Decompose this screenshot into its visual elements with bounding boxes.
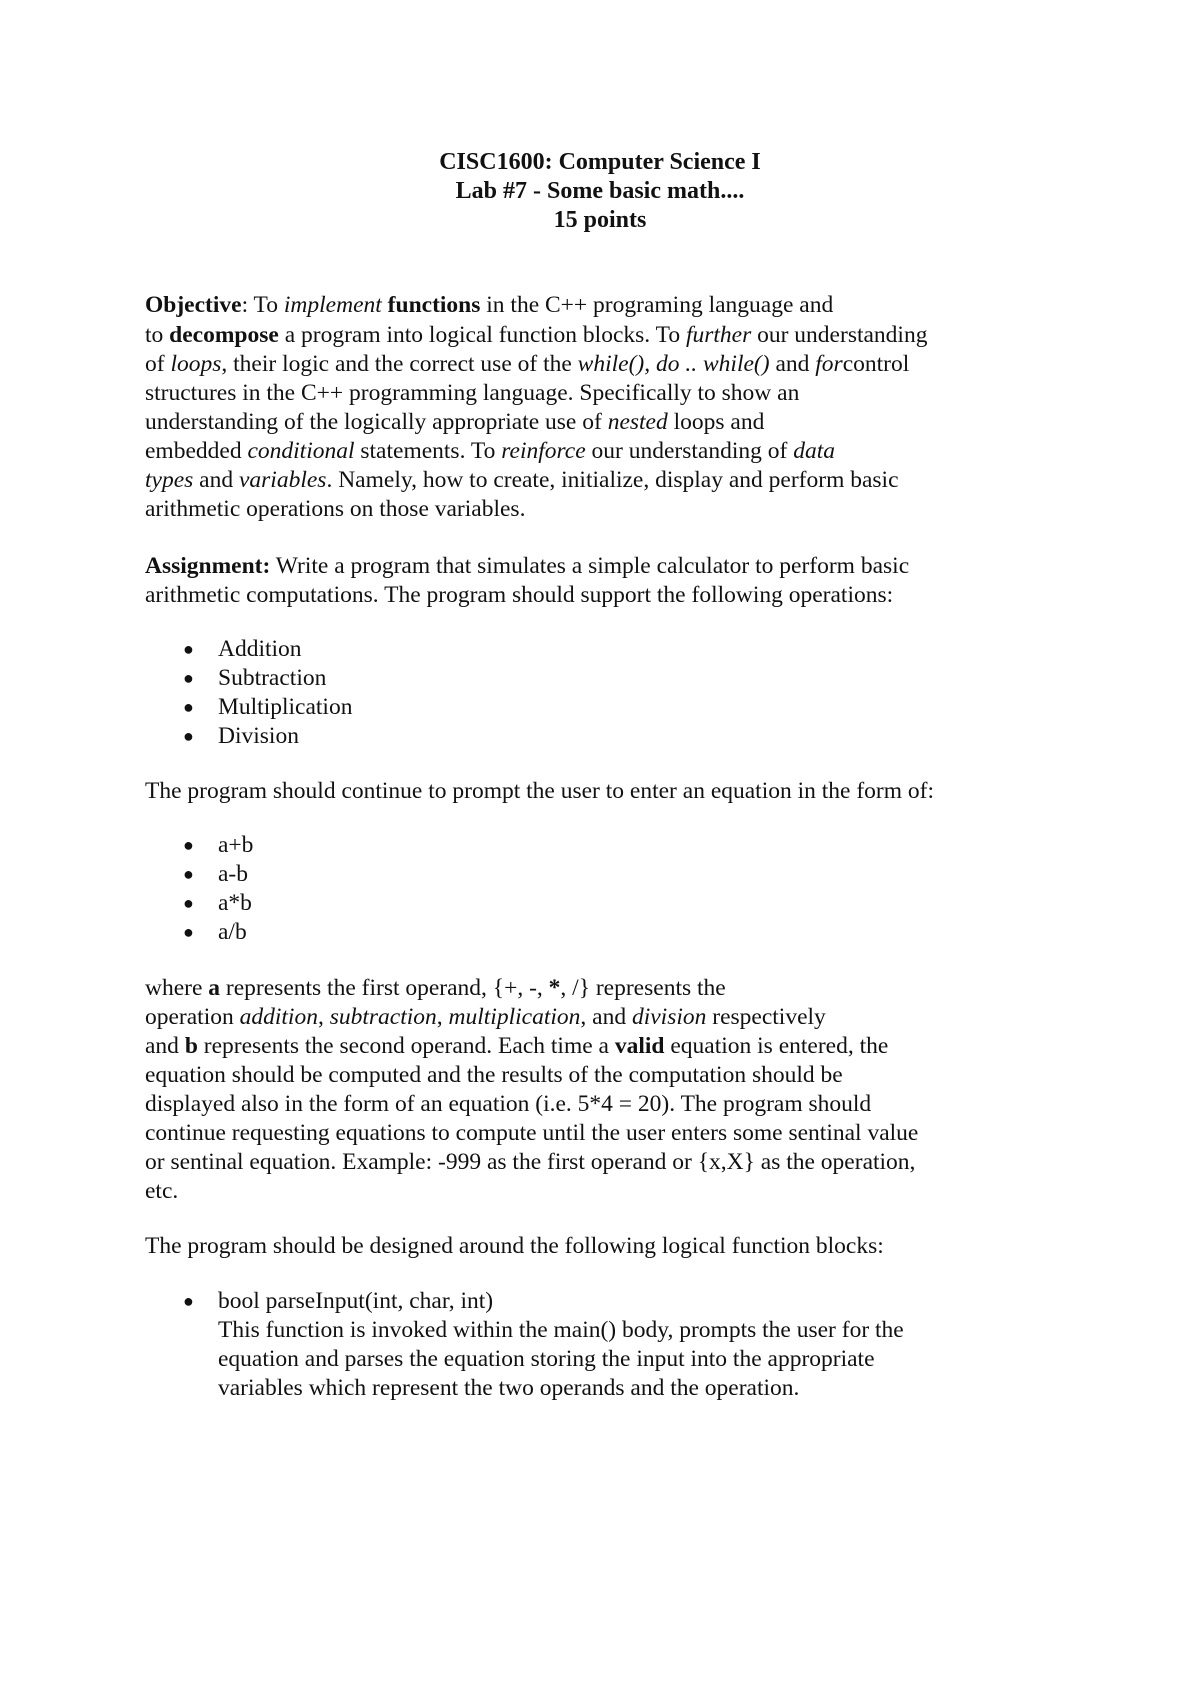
assignment-line-2: arithmetic computations. The program should support the following operations:: [145, 582, 894, 608]
where-line-8: etc.: [145, 1178, 179, 1204]
bullet-icon: ●: [183, 726, 194, 746]
assignment-label: Assignment:: [145, 553, 271, 579]
objective-line-8: arithmetic operations on those variables.: [145, 496, 526, 522]
function-description-line-2: equation and parses the equation storing the input into the appropriate: [218, 1346, 875, 1372]
objective-line-6: embedded conditional statements. To reinforce our understanding of data: [145, 438, 835, 464]
objective-line-2: to decompose a program into logical function blocks. To further our understanding: [145, 322, 928, 348]
bullet-icon: ●: [183, 1291, 194, 1311]
function-signature: bool parseInput(int, char, int): [218, 1288, 494, 1314]
where-line-2: operation addition, subtraction, multiplication, and division respectively: [145, 1004, 826, 1030]
list-item: Addition: [218, 636, 302, 662]
lab-title: Lab #7 - Some basic math....: [455, 178, 745, 204]
objective-line-1: Objective: To implement functions in the C++ programing language and: [145, 292, 834, 318]
course-title: CISC1600: Computer Science I: [439, 149, 761, 175]
where-line-4: equation should be computed and the results of the computation should be: [145, 1062, 843, 1088]
list-item: Division: [218, 723, 299, 749]
bullet-icon: ●: [183, 835, 194, 855]
objective-line-7: types and variables. Namely, how to create, initialize, display and perform basic: [145, 467, 899, 493]
list-item: a-b: [218, 861, 249, 887]
bullet-icon: ●: [183, 922, 194, 942]
where-line-6: continue requesting equations to compute until the user enters some sentinal value: [145, 1120, 919, 1146]
function-description-line-3: variables which represent the two operands and the operation.: [218, 1375, 800, 1401]
objective-line-4: structures in the C++ programming language. Specifically to show an: [145, 380, 800, 406]
list-item: Subtraction: [218, 665, 327, 691]
objective-line-3: of loops, their logic and the correct use of the while(), do .. while() and forcontrol: [145, 351, 910, 377]
list-item: a+b: [218, 832, 254, 858]
bullet-icon: ●: [183, 668, 194, 688]
objective-label: Objective: [145, 292, 242, 318]
objective-line-5: understanding of the logically appropriate use of nested loops and: [145, 409, 765, 435]
where-line-7: or sentinal equation. Example: -999 as the first operand or {x,X} as the operation,: [145, 1149, 916, 1175]
where-line-3: and b represents the second operand. Each time a valid equation is entered, the: [145, 1033, 889, 1059]
blocks-intro: The program should be designed around the following logical function blocks:: [145, 1233, 884, 1259]
points-title: 15 points: [553, 207, 647, 233]
prompt-text: The program should continue to prompt the user to enter an equation in the form of:: [145, 778, 935, 804]
where-line-1: where a represents the first operand, {+, -, *, /} represents the: [145, 975, 726, 1001]
bullet-icon: ●: [183, 864, 194, 884]
function-description-line-1: This function is invoked within the main() body, prompts the user for the: [218, 1317, 904, 1343]
assignment-line-1: Assignment: Write a program that simulates a simple calculator to perform basic: [145, 553, 910, 579]
list-item: a*b: [218, 890, 252, 916]
bullet-icon: ●: [183, 639, 194, 659]
bullet-icon: ●: [183, 893, 194, 913]
bullet-icon: ●: [183, 697, 194, 717]
list-item: a/b: [218, 919, 247, 945]
where-line-5: displayed also in the form of an equation (i.e. 5*4 = 20). The program should: [145, 1091, 872, 1117]
list-item: Multiplication: [218, 694, 353, 720]
